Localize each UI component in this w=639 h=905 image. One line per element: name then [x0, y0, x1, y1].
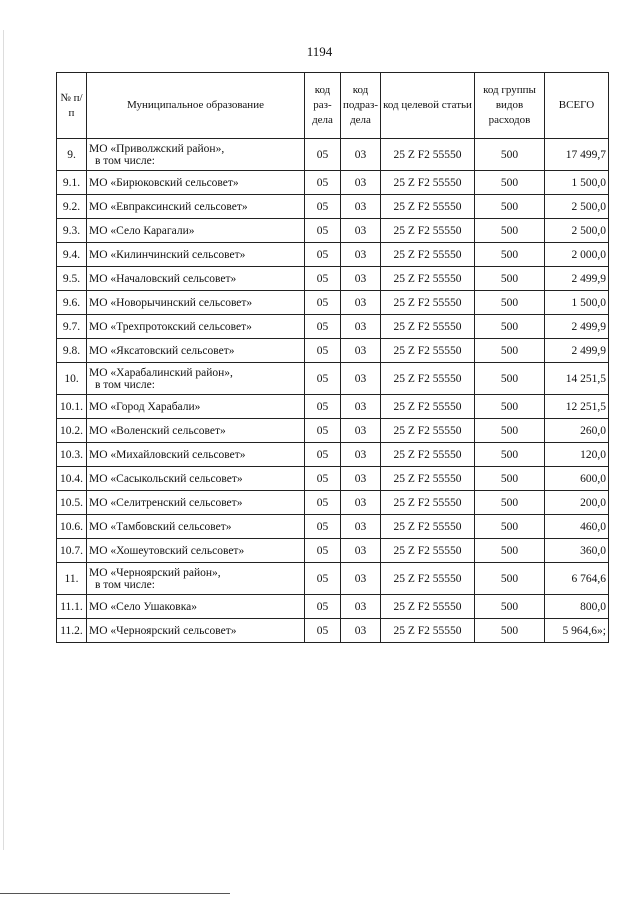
- podrazdel-code: 03: [341, 563, 381, 595]
- table-row: [57, 339, 609, 363]
- razdel-code: 05: [305, 315, 341, 339]
- municipality-name: [87, 619, 305, 643]
- expense-group-code: 500: [475, 315, 545, 339]
- municipality-name-line1: МО «Приволжский район»,: [89, 142, 225, 155]
- expense-group-code: 500: [475, 195, 545, 219]
- expense-group-code: 500: [475, 363, 545, 395]
- total-amount: 800,0: [545, 595, 609, 619]
- podrazdel-code: 03: [341, 443, 381, 467]
- total-amount: 1 500,0: [545, 291, 609, 315]
- municipality-name: [87, 491, 305, 515]
- header-razdel: код раз- дела: [305, 73, 341, 139]
- municipality-name: [87, 171, 305, 195]
- row-number: 10.6.: [57, 515, 87, 539]
- municipality-name-line1: МО «Хошеутовский сельсовет»: [89, 544, 245, 557]
- row-number: 9.2.: [57, 195, 87, 219]
- expense-group-code: 500: [475, 443, 545, 467]
- municipality-name: [87, 291, 305, 315]
- municipality-name-line1: МО «Бирюковский сельсовет»: [89, 176, 239, 189]
- row-number: 9.5.: [57, 267, 87, 291]
- row-number: 10.5.: [57, 491, 87, 515]
- total-amount: 1 500,0: [545, 171, 609, 195]
- municipality-name-line1: МО «Трехпротокский сельсовет»: [89, 320, 252, 333]
- municipality-name: [87, 339, 305, 363]
- expense-group-code: 500: [475, 563, 545, 595]
- total-amount: 460,0: [545, 515, 609, 539]
- target-code: 25 Z F2 55550: [381, 219, 475, 243]
- row-number: 10.4.: [57, 467, 87, 491]
- razdel-code: 05: [305, 291, 341, 315]
- expense-group-code: 500: [475, 419, 545, 443]
- footer-rule: [0, 893, 230, 894]
- municipality-name-line1: МО «Новорычинский сельсовет»: [89, 296, 253, 309]
- razdel-code: 05: [305, 339, 341, 363]
- municipality-name: [87, 267, 305, 291]
- table-row: [57, 619, 609, 643]
- table-header-row: [57, 73, 609, 139]
- target-code: 25 Z F2 55550: [381, 291, 475, 315]
- target-code: 25 Z F2 55550: [381, 139, 475, 171]
- municipality-name-line1: МО «Началовский сельсовет»: [89, 272, 237, 285]
- podrazdel-code: 03: [341, 267, 381, 291]
- header-podrazdel: код подраз- дела: [341, 73, 381, 139]
- target-code: 25 Z F2 55550: [381, 243, 475, 267]
- municipality-name: [87, 395, 305, 419]
- row-number: 9.8.: [57, 339, 87, 363]
- razdel-code: 05: [305, 515, 341, 539]
- municipality-name-line2: в том числе:: [95, 378, 155, 391]
- table-row: [57, 515, 609, 539]
- expense-group-code: 500: [475, 139, 545, 171]
- expense-group-code: 500: [475, 339, 545, 363]
- row-number: 11.1.: [57, 595, 87, 619]
- municipality-name-line2: в том числе:: [95, 154, 155, 167]
- municipality-name-line1: МО «Евпраксинский сельсовет»: [89, 200, 248, 213]
- municipality-name-line1: МО «Харабалинский район»,: [89, 366, 233, 379]
- table-row: [57, 419, 609, 443]
- podrazdel-code: 03: [341, 243, 381, 267]
- podrazdel-code: 03: [341, 515, 381, 539]
- header-target-code: код целевой статьи: [381, 73, 475, 139]
- razdel-code: 05: [305, 363, 341, 395]
- row-number: 11.: [57, 563, 87, 595]
- razdel-code: 05: [305, 195, 341, 219]
- row-number: 10.2.: [57, 419, 87, 443]
- table-row: [57, 219, 609, 243]
- table-row: [57, 315, 609, 339]
- municipality-name-line1: МО «Яксатовский сельсовет»: [89, 344, 235, 357]
- podrazdel-code: 03: [341, 419, 381, 443]
- municipality-name: [87, 467, 305, 491]
- table-row: [57, 491, 609, 515]
- podrazdel-code: 03: [341, 395, 381, 419]
- municipality-name-line1: МО «Михайловский сельсовет»: [89, 448, 246, 461]
- table-row: [57, 539, 609, 563]
- total-amount: 2 499,9: [545, 267, 609, 291]
- header-municipality: Муниципальное образование: [87, 73, 305, 139]
- razdel-code: 05: [305, 395, 341, 419]
- razdel-code: 05: [305, 467, 341, 491]
- municipality-name-line1: МО «Черноярский сельсовет»: [89, 624, 237, 637]
- expense-group-code: 500: [475, 291, 545, 315]
- total-amount: 2 499,9: [545, 339, 609, 363]
- municipality-name: [87, 563, 305, 595]
- razdel-code: 05: [305, 491, 341, 515]
- page-number: 1194: [306, 44, 333, 59]
- table-row: [57, 443, 609, 467]
- municipality-name: [87, 443, 305, 467]
- municipality-name: [87, 315, 305, 339]
- target-code: 25 Z F2 55550: [381, 443, 475, 467]
- table-row: [57, 139, 609, 171]
- row-number: 10.7.: [57, 539, 87, 563]
- podrazdel-code: 03: [341, 315, 381, 339]
- razdel-code: 05: [305, 443, 341, 467]
- target-code: 25 Z F2 55550: [381, 419, 475, 443]
- row-number: 10.1.: [57, 395, 87, 419]
- table-row: [57, 467, 609, 491]
- table-row: [57, 595, 609, 619]
- razdel-code: 05: [305, 267, 341, 291]
- expense-group-code: 500: [475, 539, 545, 563]
- municipality-name-line1: МО «Село Ушаковка»: [89, 600, 197, 613]
- municipality-name: [87, 539, 305, 563]
- podrazdel-code: 03: [341, 491, 381, 515]
- expense-group-code: 500: [475, 595, 545, 619]
- expense-group-code: 500: [475, 243, 545, 267]
- target-code: 25 Z F2 55550: [381, 171, 475, 195]
- total-amount: 17 499,7: [545, 139, 609, 171]
- total-amount: 12 251,5: [545, 395, 609, 419]
- target-code: 25 Z F2 55550: [381, 491, 475, 515]
- municipality-name-line1: МО «Село Карагали»: [89, 224, 195, 237]
- municipality-name: [87, 219, 305, 243]
- target-code: 25 Z F2 55550: [381, 315, 475, 339]
- table-row: [57, 563, 609, 595]
- table-body: [57, 139, 609, 643]
- expense-group-code: 500: [475, 395, 545, 419]
- target-code: 25 Z F2 55550: [381, 395, 475, 419]
- municipality-name: [87, 363, 305, 395]
- municipality-name-line1: МО «Город Харабали»: [89, 400, 201, 413]
- row-number: 10.3.: [57, 443, 87, 467]
- expense-group-code: 500: [475, 491, 545, 515]
- row-number: 9.3.: [57, 219, 87, 243]
- total-amount: 2 499,9: [545, 315, 609, 339]
- total-amount: 2 500,0: [545, 195, 609, 219]
- municipality-name-line1: МО «Тамбовский сельсовет»: [89, 520, 232, 533]
- razdel-code: 05: [305, 171, 341, 195]
- municipality-name-line1: МО «Килинчинский сельсовет»: [89, 248, 246, 261]
- podrazdel-code: 03: [341, 195, 381, 219]
- target-code: 25 Z F2 55550: [381, 267, 475, 291]
- podrazdel-code: 03: [341, 595, 381, 619]
- table-row: [57, 195, 609, 219]
- target-code: 25 Z F2 55550: [381, 363, 475, 395]
- municipality-name: [87, 595, 305, 619]
- municipality-name-line1: МО «Селитренский сельсовет»: [89, 496, 243, 509]
- table-row: [57, 291, 609, 315]
- podrazdel-code: 03: [341, 467, 381, 491]
- municipality-name: [87, 515, 305, 539]
- table-row: [57, 363, 609, 395]
- total-amount: 360,0: [545, 539, 609, 563]
- table-row: [57, 395, 609, 419]
- total-amount: 200,0: [545, 491, 609, 515]
- scan-edge-line: [3, 30, 4, 850]
- expense-group-code: 500: [475, 467, 545, 491]
- row-number: 9.6.: [57, 291, 87, 315]
- razdel-code: 05: [305, 243, 341, 267]
- total-amount: 600,0: [545, 467, 609, 491]
- total-amount: 2 000,0: [545, 243, 609, 267]
- razdel-code: 05: [305, 595, 341, 619]
- podrazdel-code: 03: [341, 539, 381, 563]
- podrazdel-code: 03: [341, 339, 381, 363]
- razdel-code: 05: [305, 563, 341, 595]
- row-number: 9.: [57, 139, 87, 171]
- row-number: 11.2.: [57, 619, 87, 643]
- header-num: № п/п: [57, 73, 87, 139]
- expense-group-code: 500: [475, 219, 545, 243]
- total-amount: 120,0: [545, 443, 609, 467]
- total-amount: 5 964,6»;: [545, 619, 609, 643]
- municipality-name-line1: МО «Воленский сельсовет»: [89, 424, 226, 437]
- razdel-code: 05: [305, 419, 341, 443]
- total-amount: 14 251,5: [545, 363, 609, 395]
- municipality-name: [87, 139, 305, 171]
- row-number: 9.7.: [57, 315, 87, 339]
- target-code: 25 Z F2 55550: [381, 595, 475, 619]
- budget-allocation-table: [56, 72, 609, 643]
- municipality-name-line1: МО «Черноярский район»,: [89, 566, 221, 579]
- target-code: 25 Z F2 55550: [381, 195, 475, 219]
- razdel-code: 05: [305, 619, 341, 643]
- total-amount: 2 500,0: [545, 219, 609, 243]
- razdel-code: 05: [305, 539, 341, 563]
- podrazdel-code: 03: [341, 363, 381, 395]
- target-code: 25 Z F2 55550: [381, 339, 475, 363]
- podrazdel-code: 03: [341, 291, 381, 315]
- target-code: 25 Z F2 55550: [381, 515, 475, 539]
- target-code: 25 Z F2 55550: [381, 539, 475, 563]
- table-row: [57, 243, 609, 267]
- target-code: 25 Z F2 55550: [381, 619, 475, 643]
- table-row: [57, 171, 609, 195]
- row-number: 10.: [57, 363, 87, 395]
- row-number: 9.1.: [57, 171, 87, 195]
- total-amount: 6 764,6: [545, 563, 609, 595]
- total-amount: 260,0: [545, 419, 609, 443]
- header-expense-group: код группы видов расходов: [475, 73, 545, 139]
- podrazdel-code: 03: [341, 219, 381, 243]
- podrazdel-code: 03: [341, 171, 381, 195]
- razdel-code: 05: [305, 219, 341, 243]
- municipality-name: [87, 419, 305, 443]
- razdel-code: 05: [305, 139, 341, 171]
- table-row: [57, 267, 609, 291]
- expense-group-code: 500: [475, 619, 545, 643]
- row-number: 9.4.: [57, 243, 87, 267]
- target-code: 25 Z F2 55550: [381, 467, 475, 491]
- podrazdel-code: 03: [341, 139, 381, 171]
- header-total: ВСЕГО: [545, 73, 609, 139]
- municipality-name: [87, 243, 305, 267]
- expense-group-code: 500: [475, 267, 545, 291]
- target-code: 25 Z F2 55550: [381, 563, 475, 595]
- podrazdel-code: 03: [341, 619, 381, 643]
- expense-group-code: 500: [475, 171, 545, 195]
- municipality-name: [87, 195, 305, 219]
- municipality-name-line2: в том числе:: [95, 578, 155, 591]
- expense-group-code: 500: [475, 515, 545, 539]
- municipality-name-line1: МО «Сасыкольский сельсовет»: [89, 472, 243, 485]
